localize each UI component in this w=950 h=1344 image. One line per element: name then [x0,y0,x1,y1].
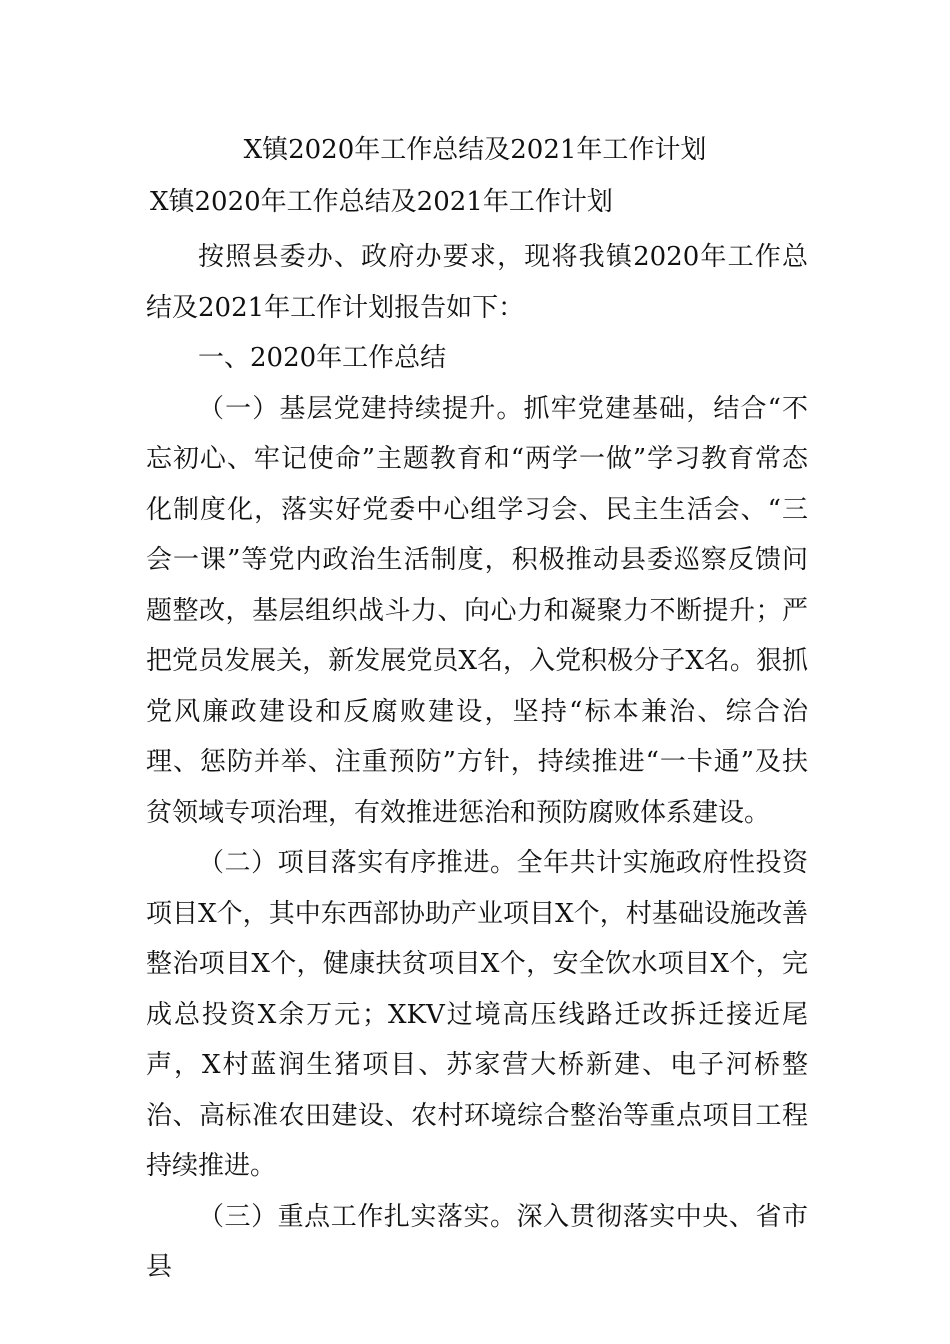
document-title: X镇2020年工作总结及2021年工作计划 [243,135,707,165]
document-subtitle: X镇2020年工作总结及2021年工作计划 [150,187,613,217]
section-heading: 一、2020年工作总结 [198,343,447,373]
paragraph-projects: （二）项目落实有序推进。全年共计实施政府性投资项目X个，其中东西部协助产业项目X个，村基础设施改善整治项目X个，健康扶贫项目X个，安全饮水项目X个，完成总投资X余万元；XKV过境高压线路迁改拆迁接近尾声，X村蓝润生猪项目、苏家营大桥新建、电子河桥整治、高标准农田建设、农村环境综合整治等重点项目工程持续推进。 [146,848,808,1181]
intro-paragraph: 按照县委办、政府办要求，现将我镇2020年工作总结及2021年工作计划报告如下： [146,242,808,323]
document-body [146,232,808,1293]
paragraph-key-work: （三）重点工作扎实落实。深入贯彻落实中央、省市县 [146,1201,808,1282]
paragraph-party-building: （一）基层党建持续提升。抓牢党建基础，结合“不忘初心、牢记使命”主题教育和“两学一做”学习教育常态化制度化，落实好党委中心组学习会、民主生活会、“三会一课”等党内政治生活制度，积极推动县委巡察反馈问题整改，基层组织战斗力、向心力和凝聚力不断提升；严把党员发展关，新发展党员X名，入党积极分子X名。狠抓党风廉政建设和反腐败建设，坚持“标本兼治、综合治理、惩防并举、注重预防”方针，持续推进“一卡通”及扶贫领域专项治理，有效推进惩治和预防腐败体系建设。 [146,393,808,828]
